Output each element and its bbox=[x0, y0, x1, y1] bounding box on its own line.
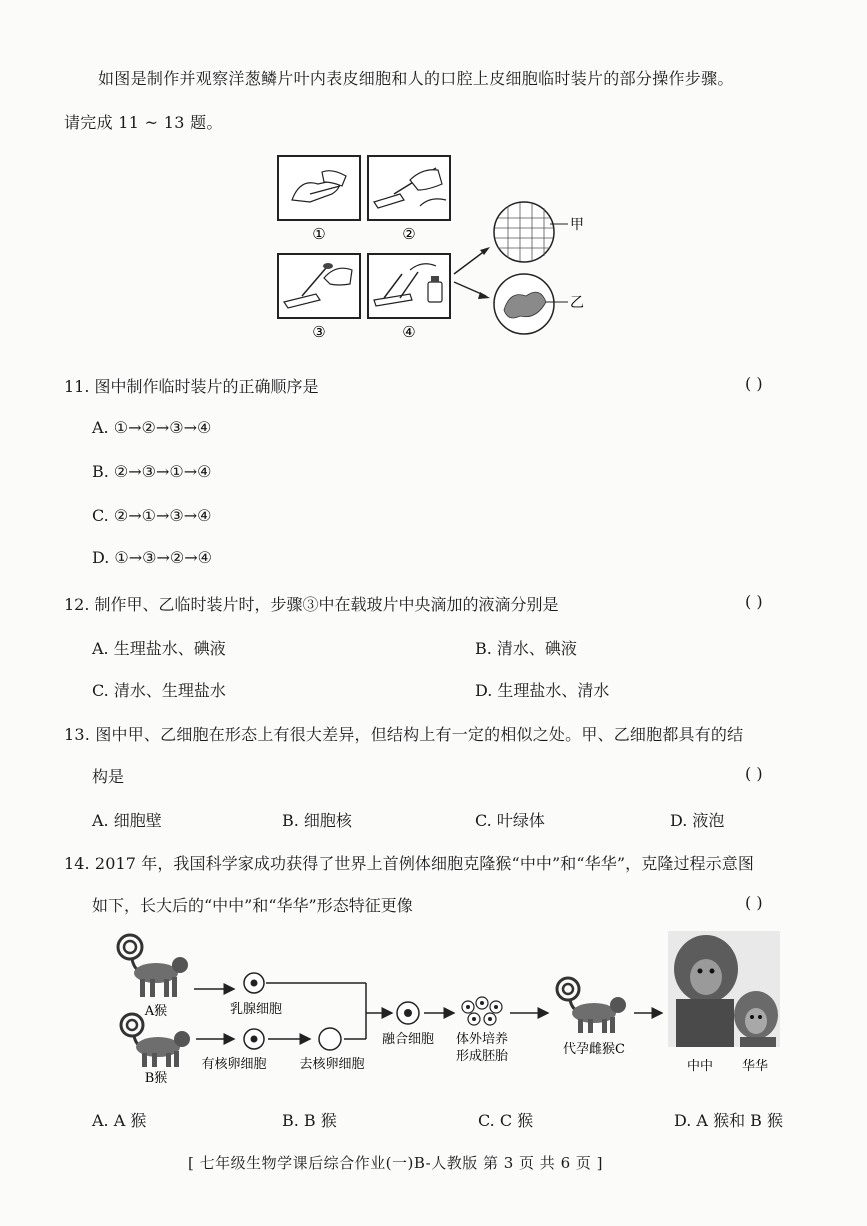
q11-option-d[interactable]: D. ①→③→②→④ bbox=[92, 548, 213, 567]
step-2-panel bbox=[368, 156, 450, 220]
zhongzhong-label: 中中 bbox=[686, 1059, 714, 1074]
q13-option-b[interactable]: B. 细胞核 bbox=[282, 811, 352, 830]
surrogate-monkey-c-icon bbox=[557, 978, 626, 1033]
fused-cell-label: 融合细胞 bbox=[381, 1032, 435, 1047]
label-jia: 甲 bbox=[570, 217, 584, 233]
q12-option-d[interactable]: D. 生理盐水、清水 bbox=[475, 681, 610, 700]
mammary-cell-label: 乳腺细胞 bbox=[229, 1002, 283, 1017]
q14-option-b[interactable]: B. B 猴 bbox=[282, 1111, 337, 1130]
culture-label-line-1: 体外培养 bbox=[455, 1032, 509, 1047]
q14-stem-line-1: 14. 2017 年，我国科学家成功获得了世界上首例体细胞克隆猴“中中”和“华华”，克隆过程示意图 bbox=[64, 854, 754, 873]
enucleated-egg-icon bbox=[319, 1028, 341, 1050]
intro-line-1: 如图是制作并观察洋葱鳞片叶内表皮细胞和人的口腔上皮细胞临时装片的部分操作步骤。 bbox=[98, 69, 734, 88]
q11-option-b[interactable]: B. ②→③→①→④ bbox=[92, 462, 212, 481]
onion-cells-circle bbox=[494, 202, 568, 262]
fused-cell-icon bbox=[397, 1002, 419, 1024]
step-4-label: ④ bbox=[402, 323, 416, 341]
mammary-cell-icon bbox=[244, 973, 264, 993]
label-yi: 乙 bbox=[570, 295, 584, 311]
step-3-panel bbox=[278, 254, 360, 318]
q13-option-d[interactable]: D. 液泡 bbox=[670, 811, 725, 830]
cloning-process-figure bbox=[110, 925, 790, 1085]
q11-option-c[interactable]: C. ②→①→③→④ bbox=[92, 506, 212, 525]
monkey-b-icon bbox=[121, 1014, 190, 1067]
slide-preparation-figure bbox=[270, 150, 600, 345]
q12-option-a[interactable]: A. 生理盐水、碘液 bbox=[92, 639, 226, 658]
q12-answer-blank[interactable]: ( ) bbox=[745, 592, 763, 611]
q14-option-a[interactable]: A. A 猴 bbox=[92, 1111, 147, 1130]
q13-stem-line-1: 13. 图中甲、乙细胞在形态上有很大差异，但结构上有一定的相似之处。甲、乙细胞都具有的结 bbox=[64, 725, 744, 744]
cheek-cells-circle bbox=[494, 274, 568, 334]
q11-stem: 11. 图中制作临时装片的正确顺序是 bbox=[64, 377, 319, 396]
q11-answer-blank[interactable]: ( ) bbox=[745, 374, 763, 393]
enucleated-egg-label: 去核卵细胞 bbox=[299, 1057, 365, 1072]
step-1-label: ① bbox=[312, 225, 326, 243]
q13-stem-line-2: 构是 bbox=[92, 767, 125, 786]
embryo-cluster-icon bbox=[462, 997, 502, 1025]
intro-line-2: 请完成 11 ~ 13 题。 bbox=[64, 113, 223, 132]
step-4-panel bbox=[368, 254, 450, 318]
cloned-monkeys-photo bbox=[668, 931, 780, 1047]
q12-option-c[interactable]: C. 清水、生理盐水 bbox=[92, 681, 226, 700]
monkey-a-label: A猴 bbox=[144, 1004, 168, 1019]
q11-option-a[interactable]: A. ①→②→③→④ bbox=[92, 418, 212, 437]
nucleated-egg-label: 有核卵细胞 bbox=[201, 1057, 267, 1072]
q13-option-a[interactable]: A. 细胞壁 bbox=[92, 811, 162, 830]
step-2-label: ② bbox=[402, 225, 416, 243]
q12-option-b[interactable]: B. 清水、碘液 bbox=[475, 639, 577, 658]
step-1-panel bbox=[278, 156, 360, 220]
monkey-b-label: B猴 bbox=[144, 1071, 168, 1085]
q13-answer-blank[interactable]: ( ) bbox=[745, 764, 763, 783]
q14-stem-line-2: 如下，长大后的“中中”和“华华”形态特征更像 bbox=[92, 896, 413, 915]
nucleated-egg-icon bbox=[244, 1029, 264, 1049]
culture-label-line-2: 形成胚胎 bbox=[455, 1049, 509, 1064]
monkey-a-icon bbox=[118, 935, 188, 997]
q14-option-c[interactable]: C. C 猴 bbox=[478, 1111, 534, 1130]
q14-option-d[interactable]: D. A 猴和 B 猴 bbox=[674, 1111, 784, 1130]
step-3-label: ③ bbox=[312, 323, 326, 341]
surrogate-monkey-label: 代孕雌猴C bbox=[563, 1042, 625, 1057]
q14-answer-blank[interactable]: ( ) bbox=[745, 893, 763, 912]
q12-stem: 12. 制作甲、乙临时装片时，步骤③中在载玻片中央滴加的液滴分别是 bbox=[64, 595, 559, 614]
q13-option-c[interactable]: C. 叶绿体 bbox=[475, 811, 545, 830]
huahua-label: 华华 bbox=[741, 1059, 769, 1074]
page-footer: [ 七年级生物学课后综合作业(一)B-人教版 第 3 页 共 6 页 ] bbox=[188, 1154, 604, 1172]
